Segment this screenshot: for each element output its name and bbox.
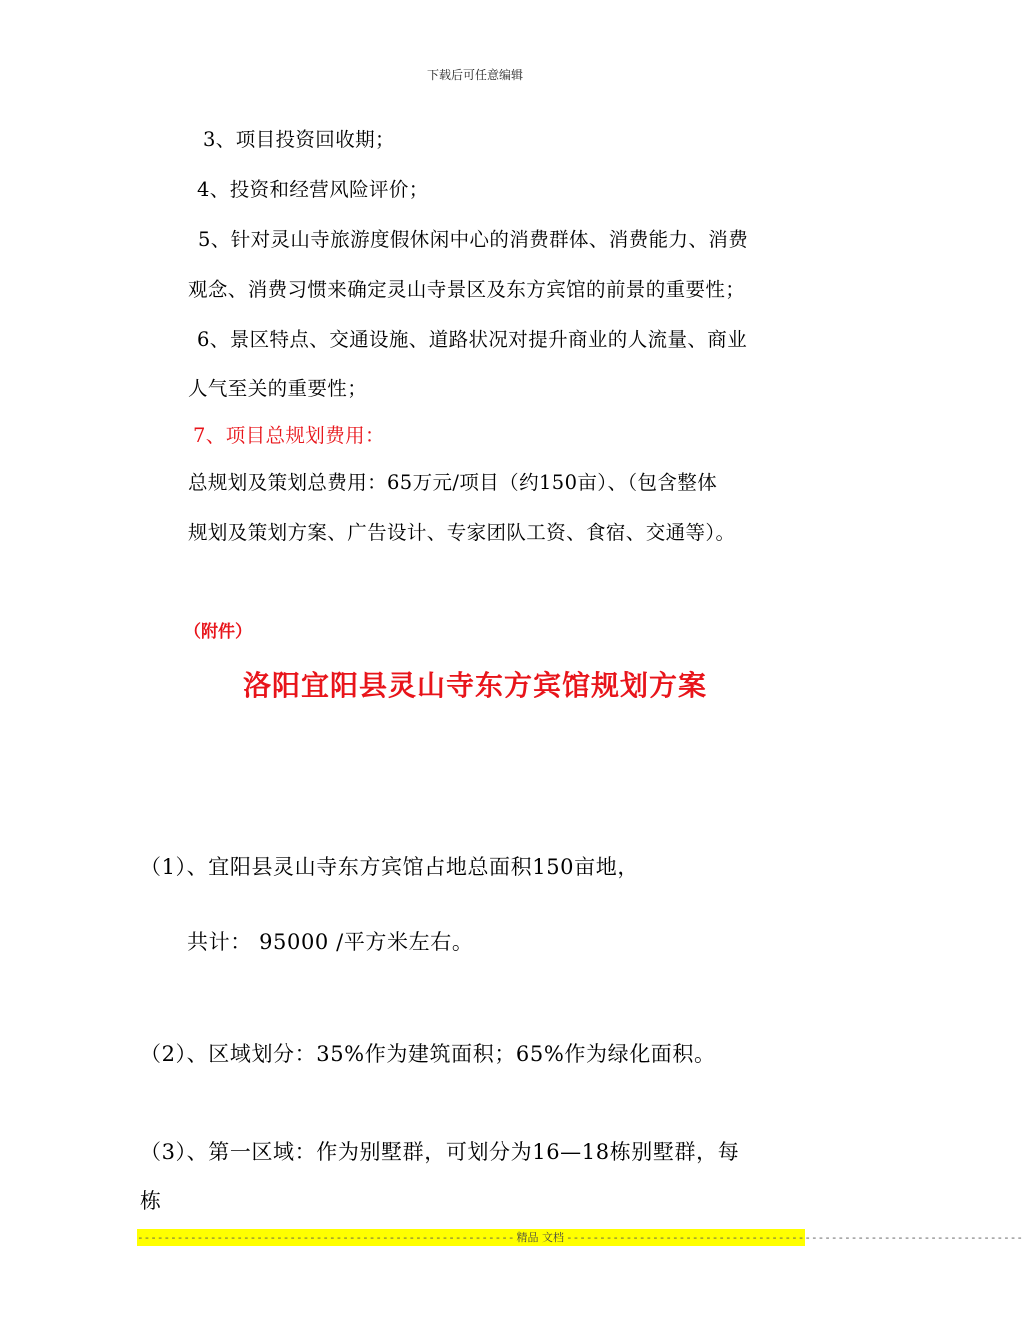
section-3-line1: （3）、第一区域：作为别墅群，可划分为16—18栋别墅群，每 xyxy=(140,1140,740,1164)
document-title: 洛阳宜阳县灵山寺东方宾馆规划方案 xyxy=(242,669,707,702)
cost-line-2: 规划及策划方案、广告设计、专家团队工资、食宿、交通等）。 xyxy=(188,521,736,544)
footer-dashes-right: --------------------------------------------------------------------- xyxy=(566,1231,1023,1244)
item-5-line1: 5、针对灵山寺旅游度假休闲中心的消费群体、消费能力、消费 xyxy=(198,228,749,251)
section-2: （2）、区域划分：35%作为建筑面积；65%作为绿化面积。 xyxy=(140,1042,716,1066)
cost-heading: 7、项目总规划费用： xyxy=(193,424,385,447)
item-5-line2: 观念、消费习惯来确定灵山寺景区及东方宾馆的前景的重要性； xyxy=(188,278,746,301)
footer-banner xyxy=(137,1229,1023,1246)
item-6-line2: 人气至关的重要性； xyxy=(188,377,368,400)
footer-dashes-left: --------------------------------------------------------- xyxy=(137,1231,515,1244)
footer-label: 精品 文档 xyxy=(516,1231,564,1244)
section-1-total: 共计： 95000 /平方米左右。 xyxy=(187,930,474,954)
cost-line-1: 总规划及策划总费用：65万元/项目（约150亩）、（包含整体 xyxy=(188,471,718,494)
item-4: 4、投资和经营风险评价； xyxy=(197,178,429,201)
section-3-line2: 栋 xyxy=(140,1189,162,1213)
section-1: （1）、宜阳县灵山寺东方宾馆占地总面积150亩地， xyxy=(140,855,639,879)
item-3: 3、项目投资回收期； xyxy=(203,128,395,151)
item-6-line1: 6、景区特点、交通设施、道路状况对提升商业的人流量、商业 xyxy=(197,328,748,351)
page-header: 下载后可任意编辑 xyxy=(426,68,523,82)
attachment-label: （附件） xyxy=(184,622,252,642)
